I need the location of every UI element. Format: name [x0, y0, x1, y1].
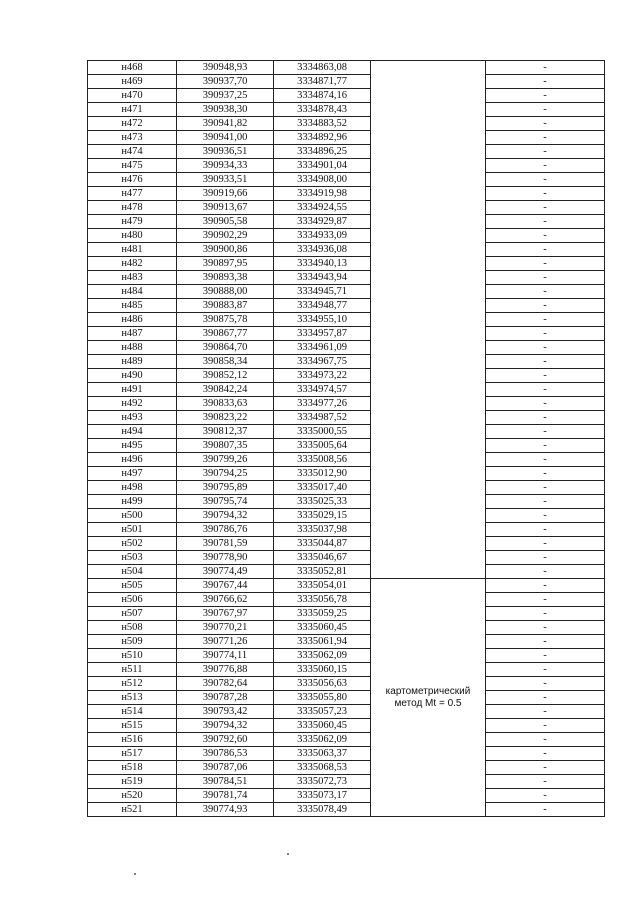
x-coordinate-cell: 390823,22: [177, 411, 274, 425]
x-coordinate-cell: 390858,34: [177, 355, 274, 369]
point-id-cell: н480: [88, 229, 177, 243]
table-row: [88, 327, 605, 341]
x-coordinate-cell: 390937,70: [177, 75, 274, 89]
point-id-cell: н504: [88, 565, 177, 579]
point-id-cell: н474: [88, 145, 177, 159]
dash-cell: -: [486, 425, 605, 439]
point-id-cell: н469: [88, 75, 177, 89]
table-row: [88, 383, 605, 397]
dash-cell: -: [486, 271, 605, 285]
x-coordinate-cell: 390767,44: [177, 579, 274, 593]
x-coordinate-cell: 390933,51: [177, 173, 274, 187]
dash-cell: -: [486, 481, 605, 495]
y-coordinate-cell: 3335005,64: [274, 439, 371, 453]
point-id-cell: н494: [88, 425, 177, 439]
x-coordinate-cell: 390937,25: [177, 89, 274, 103]
dash-cell: -: [486, 103, 605, 117]
x-coordinate-cell: 390794,25: [177, 467, 274, 481]
x-coordinate-cell: 390784,51: [177, 775, 274, 789]
x-coordinate-cell: 390913,67: [177, 201, 274, 215]
point-id-cell: н485: [88, 299, 177, 313]
y-coordinate-cell: 3335025,33: [274, 495, 371, 509]
dash-cell: -: [486, 761, 605, 775]
x-coordinate-cell: 390919,66: [177, 187, 274, 201]
y-coordinate-cell: 3335056,78: [274, 593, 371, 607]
dash-cell: -: [486, 607, 605, 621]
y-coordinate-cell: 3334929,87: [274, 215, 371, 229]
point-id-cell: н519: [88, 775, 177, 789]
point-id-cell: н475: [88, 159, 177, 173]
point-id-cell: н518: [88, 761, 177, 775]
point-id-cell: н473: [88, 131, 177, 145]
scan-speck: [287, 853, 289, 855]
table-row: [88, 173, 605, 187]
x-coordinate-cell: 390770,21: [177, 621, 274, 635]
dash-cell: -: [486, 89, 605, 103]
x-coordinate-cell: 390941,00: [177, 131, 274, 145]
point-id-cell: н510: [88, 649, 177, 663]
dash-cell: -: [486, 173, 605, 187]
table-row: [88, 593, 605, 607]
dash-cell: -: [486, 215, 605, 229]
dash-cell: -: [486, 355, 605, 369]
dash-cell: -: [486, 509, 605, 523]
dash-cell: -: [486, 285, 605, 299]
point-id-cell: н491: [88, 383, 177, 397]
table-row: [88, 621, 605, 635]
table-row: [88, 733, 605, 747]
table-row: [88, 61, 605, 75]
point-id-cell: н514: [88, 705, 177, 719]
x-coordinate-cell: 390852,12: [177, 369, 274, 383]
x-coordinate-cell: 390781,74: [177, 789, 274, 803]
x-coordinate-cell: 390812,37: [177, 425, 274, 439]
dash-cell: -: [486, 117, 605, 131]
point-id-cell: н487: [88, 327, 177, 341]
y-coordinate-cell: 3335072,73: [274, 775, 371, 789]
table-row: [88, 509, 605, 523]
x-coordinate-cell: 390766,62: [177, 593, 274, 607]
x-coordinate-cell: 390936,51: [177, 145, 274, 159]
y-coordinate-cell: 3335017,40: [274, 481, 371, 495]
point-id-cell: н481: [88, 243, 177, 257]
table-row: [88, 789, 605, 803]
table-row: [88, 663, 605, 677]
table-row: [88, 75, 605, 89]
dash-cell: -: [486, 775, 605, 789]
dash-cell: -: [486, 299, 605, 313]
dash-cell: -: [486, 747, 605, 761]
table-row: [88, 551, 605, 565]
y-coordinate-cell: 3335062,09: [274, 649, 371, 663]
y-coordinate-cell: 3335008,56: [274, 453, 371, 467]
x-coordinate-cell: 390774,93: [177, 803, 274, 817]
point-id-cell: н488: [88, 341, 177, 355]
table-row: [88, 649, 605, 663]
x-coordinate-cell: 390948,93: [177, 61, 274, 75]
point-id-cell: н495: [88, 439, 177, 453]
dash-cell: -: [486, 719, 605, 733]
x-coordinate-cell: 390774,11: [177, 649, 274, 663]
table-row: [88, 495, 605, 509]
dash-cell: -: [486, 551, 605, 565]
dash-cell: -: [486, 635, 605, 649]
y-coordinate-cell: 3334945,71: [274, 285, 371, 299]
y-coordinate-cell: 3334924,55: [274, 201, 371, 215]
table-row: [88, 299, 605, 313]
y-coordinate-cell: 3335061,94: [274, 635, 371, 649]
y-coordinate-cell: 3334977,26: [274, 397, 371, 411]
method-cell: картометрический метод Mt = 0.5: [371, 579, 486, 817]
coordinate-table-body: [88, 61, 605, 817]
y-coordinate-cell: 3334933,09: [274, 229, 371, 243]
x-coordinate-cell: 390774,49: [177, 565, 274, 579]
table-row: [88, 145, 605, 159]
method-cell-blank: [371, 61, 486, 579]
coordinate-table-page: [87, 60, 604, 817]
point-id-cell: н515: [88, 719, 177, 733]
point-id-cell: н493: [88, 411, 177, 425]
point-id-cell: н503: [88, 551, 177, 565]
table-row: [88, 719, 605, 733]
table-row: [88, 313, 605, 327]
table-row: [88, 439, 605, 453]
y-coordinate-cell: 3334883,52: [274, 117, 371, 131]
y-coordinate-cell: 3334961,09: [274, 341, 371, 355]
point-id-cell: н483: [88, 271, 177, 285]
scan-speck: [134, 873, 136, 875]
x-coordinate-cell: 390767,97: [177, 607, 274, 621]
x-coordinate-cell: 390900,86: [177, 243, 274, 257]
y-coordinate-cell: 3334943,94: [274, 271, 371, 285]
x-coordinate-cell: 390897,95: [177, 257, 274, 271]
y-coordinate-cell: 3334974,57: [274, 383, 371, 397]
dash-cell: -: [486, 803, 605, 817]
y-coordinate-cell: 3335057,23: [274, 705, 371, 719]
x-coordinate-cell: 390786,53: [177, 747, 274, 761]
table-row: [88, 607, 605, 621]
dash-cell: -: [486, 439, 605, 453]
point-id-cell: н471: [88, 103, 177, 117]
table-row: [88, 215, 605, 229]
dash-cell: -: [486, 649, 605, 663]
point-id-cell: н502: [88, 537, 177, 551]
table-row: [88, 89, 605, 103]
dash-cell: -: [486, 327, 605, 341]
dash-cell: -: [486, 229, 605, 243]
dash-cell: -: [486, 621, 605, 635]
table-row: [88, 229, 605, 243]
x-coordinate-cell: 390771,26: [177, 635, 274, 649]
coordinate-table: [87, 60, 605, 817]
dash-cell: -: [486, 341, 605, 355]
dash-cell: -: [486, 61, 605, 75]
y-coordinate-cell: 3334940,13: [274, 257, 371, 271]
point-id-cell: н517: [88, 747, 177, 761]
x-coordinate-cell: 390795,74: [177, 495, 274, 509]
point-id-cell: н478: [88, 201, 177, 215]
x-coordinate-cell: 390794,32: [177, 719, 274, 733]
x-coordinate-cell: 390786,76: [177, 523, 274, 537]
x-coordinate-cell: 390902,29: [177, 229, 274, 243]
y-coordinate-cell: 3334908,00: [274, 173, 371, 187]
dash-cell: -: [486, 677, 605, 691]
table-row: [88, 761, 605, 775]
x-coordinate-cell: 390864,70: [177, 341, 274, 355]
y-coordinate-cell: 3334957,87: [274, 327, 371, 341]
table-row: [88, 747, 605, 761]
point-id-cell: н501: [88, 523, 177, 537]
x-coordinate-cell: 390781,59: [177, 537, 274, 551]
x-coordinate-cell: 390893,38: [177, 271, 274, 285]
x-coordinate-cell: 390842,24: [177, 383, 274, 397]
y-coordinate-cell: 3335060,45: [274, 621, 371, 635]
dash-cell: -: [486, 523, 605, 537]
table-row: [88, 565, 605, 579]
point-id-cell: н505: [88, 579, 177, 593]
table-row: [88, 453, 605, 467]
y-coordinate-cell: 3335073,17: [274, 789, 371, 803]
y-coordinate-cell: 3334955,10: [274, 313, 371, 327]
y-coordinate-cell: 3334967,75: [274, 355, 371, 369]
y-coordinate-cell: 3334919,98: [274, 187, 371, 201]
point-id-cell: н499: [88, 495, 177, 509]
y-coordinate-cell: 3335060,15: [274, 663, 371, 677]
table-row: [88, 467, 605, 481]
table-row: [88, 775, 605, 789]
point-id-cell: н489: [88, 355, 177, 369]
table-row: [88, 803, 605, 817]
dash-cell: -: [486, 593, 605, 607]
point-id-cell: н507: [88, 607, 177, 621]
dash-cell: -: [486, 453, 605, 467]
y-coordinate-cell: 3334901,04: [274, 159, 371, 173]
table-row: [88, 355, 605, 369]
y-coordinate-cell: 3335054,01: [274, 579, 371, 593]
x-coordinate-cell: 390795,89: [177, 481, 274, 495]
dash-cell: -: [486, 145, 605, 159]
point-id-cell: н513: [88, 691, 177, 705]
point-id-cell: н497: [88, 467, 177, 481]
dash-cell: -: [486, 257, 605, 271]
x-coordinate-cell: 390799,26: [177, 453, 274, 467]
dash-cell: -: [486, 691, 605, 705]
table-row: [88, 523, 605, 537]
x-coordinate-cell: 390867,77: [177, 327, 274, 341]
y-coordinate-cell: 3334892,96: [274, 131, 371, 145]
point-id-cell: н521: [88, 803, 177, 817]
y-coordinate-cell: 3335029,15: [274, 509, 371, 523]
table-row: [88, 159, 605, 173]
y-coordinate-cell: 3334973,22: [274, 369, 371, 383]
table-row: [88, 243, 605, 257]
y-coordinate-cell: 3335037,98: [274, 523, 371, 537]
point-id-cell: н486: [88, 313, 177, 327]
point-id-cell: н516: [88, 733, 177, 747]
y-coordinate-cell: 3334936,08: [274, 243, 371, 257]
x-coordinate-cell: 390807,35: [177, 439, 274, 453]
table-row: [88, 131, 605, 145]
point-id-cell: н484: [88, 285, 177, 299]
point-id-cell: н506: [88, 593, 177, 607]
x-coordinate-cell: 390793,42: [177, 705, 274, 719]
x-coordinate-cell: 390792,60: [177, 733, 274, 747]
x-coordinate-cell: 390794,32: [177, 509, 274, 523]
point-id-cell: н492: [88, 397, 177, 411]
point-id-cell: н511: [88, 663, 177, 677]
y-coordinate-cell: 3335063,37: [274, 747, 371, 761]
table-row: [88, 369, 605, 383]
dash-cell: -: [486, 383, 605, 397]
y-coordinate-cell: 3335068,53: [274, 761, 371, 775]
dash-cell: -: [486, 467, 605, 481]
point-id-cell: н500: [88, 509, 177, 523]
point-id-cell: н508: [88, 621, 177, 635]
y-coordinate-cell: 3335000,55: [274, 425, 371, 439]
x-coordinate-cell: 390782,64: [177, 677, 274, 691]
y-coordinate-cell: 3334896,25: [274, 145, 371, 159]
point-id-cell: н496: [88, 453, 177, 467]
y-coordinate-cell: 3335055,80: [274, 691, 371, 705]
dash-cell: -: [486, 369, 605, 383]
point-id-cell: н482: [88, 257, 177, 271]
table-row: [88, 117, 605, 131]
table-row: [88, 537, 605, 551]
dash-cell: -: [486, 243, 605, 257]
table-row: [88, 425, 605, 439]
y-coordinate-cell: 3334948,77: [274, 299, 371, 313]
y-coordinate-cell: 3334863,08: [274, 61, 371, 75]
point-id-cell: н468: [88, 61, 177, 75]
y-coordinate-cell: 3335062,09: [274, 733, 371, 747]
table-row: [88, 635, 605, 649]
dash-cell: -: [486, 187, 605, 201]
y-coordinate-cell: 3335060,45: [274, 719, 371, 733]
x-coordinate-cell: 390787,06: [177, 761, 274, 775]
dash-cell: -: [486, 131, 605, 145]
y-coordinate-cell: 3335056,63: [274, 677, 371, 691]
y-coordinate-cell: 3334878,43: [274, 103, 371, 117]
table-row: [88, 271, 605, 285]
point-id-cell: н477: [88, 187, 177, 201]
y-coordinate-cell: 3335052,81: [274, 565, 371, 579]
table-row: [88, 691, 605, 705]
table-row: [88, 397, 605, 411]
y-coordinate-cell: 3335012,90: [274, 467, 371, 481]
dash-cell: -: [486, 537, 605, 551]
point-id-cell: н476: [88, 173, 177, 187]
point-id-cell: н490: [88, 369, 177, 383]
y-coordinate-cell: 3335044,87: [274, 537, 371, 551]
point-id-cell: н498: [88, 481, 177, 495]
table-row: [88, 341, 605, 355]
x-coordinate-cell: 390883,87: [177, 299, 274, 313]
point-id-cell: н479: [88, 215, 177, 229]
x-coordinate-cell: 390938,30: [177, 103, 274, 117]
y-coordinate-cell: 3334874,16: [274, 89, 371, 103]
dash-cell: -: [486, 313, 605, 327]
y-coordinate-cell: 3334987,52: [274, 411, 371, 425]
table-row: [88, 481, 605, 495]
dash-cell: -: [486, 201, 605, 215]
dash-cell: -: [486, 789, 605, 803]
y-coordinate-cell: 3335046,67: [274, 551, 371, 565]
dash-cell: -: [486, 579, 605, 593]
dash-cell: -: [486, 75, 605, 89]
dash-cell: -: [486, 705, 605, 719]
x-coordinate-cell: 390776,88: [177, 663, 274, 677]
point-id-cell: н472: [88, 117, 177, 131]
x-coordinate-cell: 390778,90: [177, 551, 274, 565]
x-coordinate-cell: 390905,58: [177, 215, 274, 229]
table-row: [88, 201, 605, 215]
x-coordinate-cell: 390934,33: [177, 159, 274, 173]
x-coordinate-cell: 390941,82: [177, 117, 274, 131]
dash-cell: -: [486, 159, 605, 173]
point-id-cell: н512: [88, 677, 177, 691]
x-coordinate-cell: 390787,28: [177, 691, 274, 705]
y-coordinate-cell: 3335059,25: [274, 607, 371, 621]
dash-cell: -: [486, 397, 605, 411]
table-row: [88, 677, 605, 691]
table-row: [88, 579, 605, 593]
dash-cell: -: [486, 733, 605, 747]
dash-cell: -: [486, 495, 605, 509]
x-coordinate-cell: 390888,00: [177, 285, 274, 299]
point-id-cell: н470: [88, 89, 177, 103]
table-row: [88, 187, 605, 201]
y-coordinate-cell: 3334871,77: [274, 75, 371, 89]
table-row: [88, 285, 605, 299]
point-id-cell: н509: [88, 635, 177, 649]
y-coordinate-cell: 3335078,49: [274, 803, 371, 817]
point-id-cell: н520: [88, 789, 177, 803]
dash-cell: -: [486, 565, 605, 579]
table-row: [88, 103, 605, 117]
dash-cell: -: [486, 411, 605, 425]
x-coordinate-cell: 390875,78: [177, 313, 274, 327]
table-row: [88, 411, 605, 425]
x-coordinate-cell: 390833,63: [177, 397, 274, 411]
table-row: [88, 705, 605, 719]
table-row: [88, 257, 605, 271]
dash-cell: -: [486, 663, 605, 677]
